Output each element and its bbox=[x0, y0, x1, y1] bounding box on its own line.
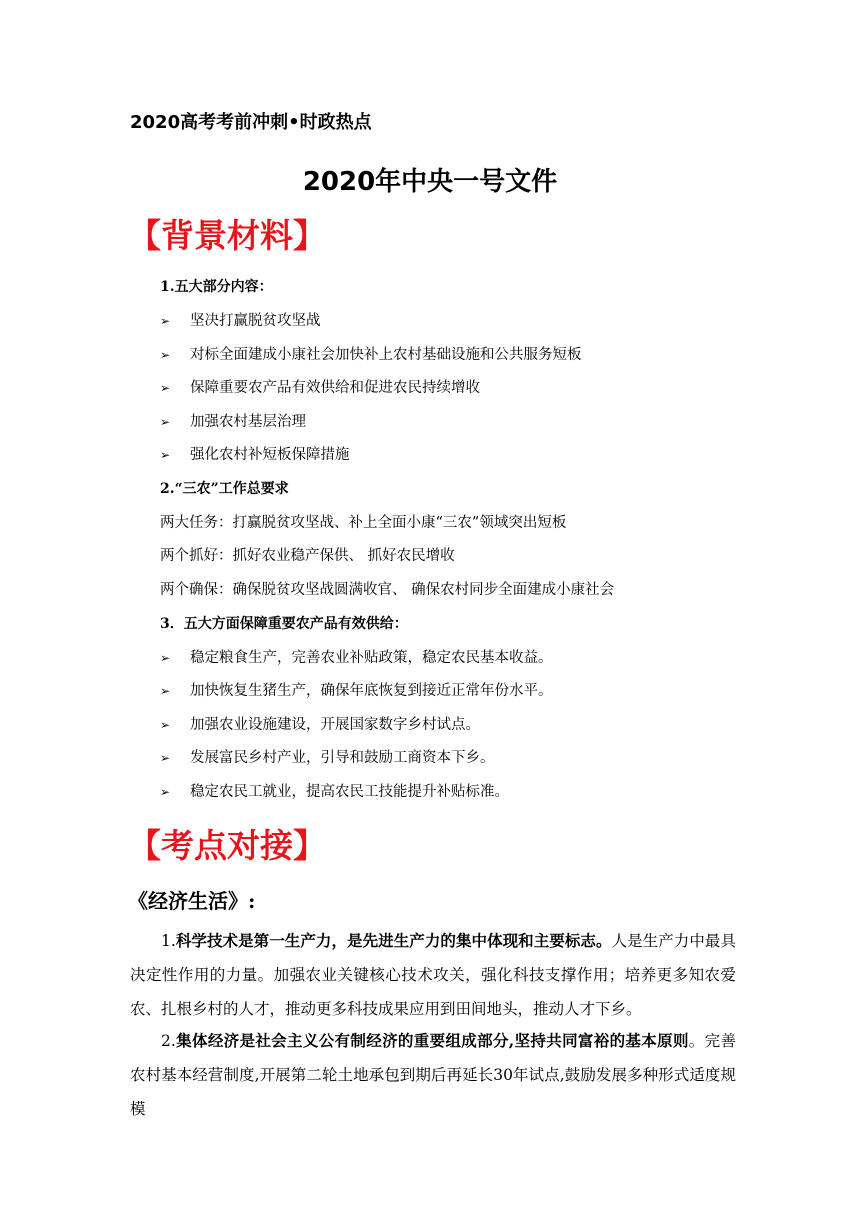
list-item: ➢ 加强农村基层治理 bbox=[160, 411, 306, 433]
list-item: ➢ 加快恢复生猪生产，确保年底恢复到接近正常年份水平。 bbox=[160, 680, 553, 702]
paragraph-2-key-point: 集体经济是社会主义公有制经济的重要组成部分,坚持共同富裕的基本原则 bbox=[175, 1031, 689, 1050]
exam-heading: 【考点对接】 bbox=[128, 826, 326, 865]
arrowhead-bullet-icon: ➢ bbox=[160, 785, 171, 799]
arrowhead-bullet-icon: ➢ bbox=[160, 415, 171, 429]
text-line: 两个抓好：抓好农业稳产保供、 抓好农民增收 bbox=[160, 548, 455, 564]
paragraph-1: 1.科学技术是第一生产力，是先进生产力的集中体现和主要标志。人是生产力中最具决定性作用的力量。加强农业关键核心技术攻关，强化科技支撑作用；培养更多知农爱农、扎根乡村的人才，推动更多科技成果应用到田间地头，推动人才下乡。 bbox=[130, 931, 736, 1018]
text-line: 两大任务：打赢脱贫攻坚战、补上全面小康“三农”领域突出短板 bbox=[160, 515, 567, 531]
arrowhead-bullet-icon: ➢ bbox=[160, 314, 171, 328]
list-item: ➢ 稳定农民工就业，提高农民工技能提升补贴标准。 bbox=[160, 781, 509, 803]
top-title: 2020高考考前冲刺•时政热点 bbox=[130, 112, 372, 133]
background-heading: 【背景材料】 bbox=[128, 216, 326, 255]
arrowhead-bullet-icon: ➢ bbox=[160, 651, 171, 665]
paragraph-2: 2.集体经济是社会主义公有制经济的重要组成部分,坚持共同富裕的基本原则。完善农村基本经营制度,开展第二轮土地承包到期后再延长30年试点,鼓励发展多种形式适度规模 bbox=[130, 1031, 736, 1118]
list-item: ➢ 发展富民乡村产业，引导和鼓励工商资本下乡。 bbox=[160, 747, 495, 769]
subject-heading: 《经济生活》: bbox=[128, 889, 256, 913]
section-1-title: 1.五大部分内容： bbox=[160, 279, 273, 295]
list-item: ➢ 保障重要农产品有效供给和促进农民持续增收 bbox=[160, 377, 480, 399]
text-line: 两个确保：确保脱贫攻坚战圆满收官、 确保农村同步全面建成小康社会 bbox=[160, 582, 615, 598]
list-item: ➢ 对标全面建成小康社会加快补上农村基础设施和公共服务短板 bbox=[160, 344, 582, 366]
list-item: ➢ 坚决打赢脱贫攻坚战 bbox=[160, 310, 321, 332]
section-2-title: 2.“三农”工作总要求 bbox=[160, 481, 289, 497]
page-title: 2020年中央一号文件 bbox=[302, 167, 558, 197]
arrowhead-bullet-icon: ➢ bbox=[160, 448, 171, 462]
arrowhead-bullet-icon: ➢ bbox=[160, 381, 171, 395]
list-item: ➢ 强化农村补短板保障措施 bbox=[160, 444, 350, 466]
section-3-title: 3．五大方面保障重要农产品有效供给： bbox=[160, 616, 408, 632]
arrowhead-bullet-icon: ➢ bbox=[160, 684, 171, 698]
list-item: ➢ 加强农业设施建设，开展国家数字乡村试点。 bbox=[160, 714, 480, 736]
list-item: ➢ 稳定粮食生产，完善农业补贴政策，稳定农民基本收益。 bbox=[160, 647, 553, 669]
arrowhead-bullet-icon: ➢ bbox=[160, 718, 171, 732]
arrowhead-bullet-icon: ➢ bbox=[160, 751, 171, 765]
arrowhead-bullet-icon: ➢ bbox=[160, 348, 171, 362]
paragraph-1-key-point: 科学技术是第一生产力，是先进生产力的集中体现和主要标志。 bbox=[175, 931, 612, 950]
